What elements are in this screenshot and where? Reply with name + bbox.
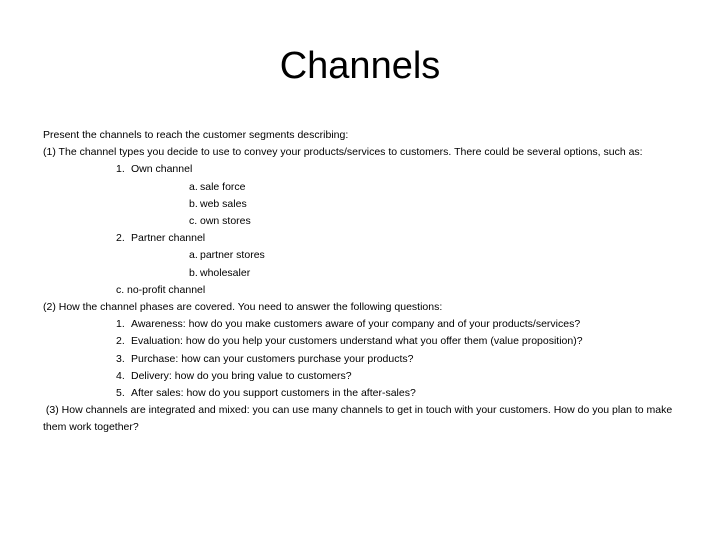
- list-item-text: Partner channel: [131, 232, 206, 245]
- sub-list-item-text: own stores: [200, 215, 251, 228]
- sub-list-marker: a.: [189, 249, 198, 262]
- list-item: [43, 333, 683, 350]
- sub-list-item-text: partner stores: [200, 249, 265, 262]
- sub-list-item-text: sale force: [200, 180, 246, 193]
- orphan-list-item: [43, 282, 683, 299]
- sub-list-marker: b.: [189, 266, 198, 279]
- intro-text: Present the channels to reach the customer segments describing:: [43, 129, 349, 141]
- list-item-text: Own channel: [131, 163, 193, 176]
- list-item-text: Purchase: how can your customers purchase your products?: [131, 352, 414, 365]
- list-item-text: Delivery: how do you bring value to customers?: [131, 369, 352, 382]
- sub-list-item: [43, 213, 683, 230]
- sub-list-marker: a.: [189, 180, 198, 193]
- slide-body: [43, 127, 683, 437]
- list-item: [43, 316, 683, 333]
- list-item: [43, 161, 683, 178]
- sub-list-item-text: no-profit channel: [127, 283, 206, 296]
- list-marker: 2.: [116, 232, 125, 245]
- section-1-heading: (1) The channel types you decide to use to convey your products/services to customers. There could be several options, such as:: [43, 146, 643, 159]
- list-marker: 4.: [116, 369, 125, 382]
- sub-list-item: [43, 265, 683, 282]
- sub-list-item: [43, 247, 683, 264]
- sub-list-item-text: web sales: [200, 197, 247, 210]
- section-2-heading: (2) How the channel phases are covered. You need to answer the following questions:: [43, 301, 443, 314]
- list-marker: 1.: [116, 318, 125, 331]
- sub-list-item: [43, 196, 683, 213]
- list-marker: 1.: [116, 163, 125, 176]
- list-item-text: After sales: how do you support customers in the after-sales?: [131, 387, 416, 400]
- list-item: [43, 351, 683, 368]
- sub-list-item-text: wholesaler: [200, 266, 251, 279]
- list-marker: 2.: [116, 335, 125, 348]
- list-marker: 5.: [116, 387, 125, 400]
- sub-list-marker: c.: [116, 283, 125, 296]
- sub-list-item: [43, 179, 683, 196]
- list-item: [43, 230, 683, 247]
- section-3-text: (3) How channels are integrated and mixed: you can use many channels to get in touch with your customers. How do you plan to make them work together?: [43, 404, 676, 434]
- list-marker: 3.: [116, 352, 125, 365]
- list-item: [43, 368, 683, 385]
- sub-list-marker: c.: [189, 215, 198, 228]
- slide-title: Channels: [279, 45, 441, 87]
- sub-list-marker: b.: [189, 197, 198, 210]
- list-item-text: Evaluation: how do you help your customers understand what you offer them (value proposition)?: [131, 335, 583, 348]
- list-item-text: Awareness: how do you make customers aware of your company and of your products/services?: [131, 318, 581, 331]
- list-item: [43, 385, 683, 402]
